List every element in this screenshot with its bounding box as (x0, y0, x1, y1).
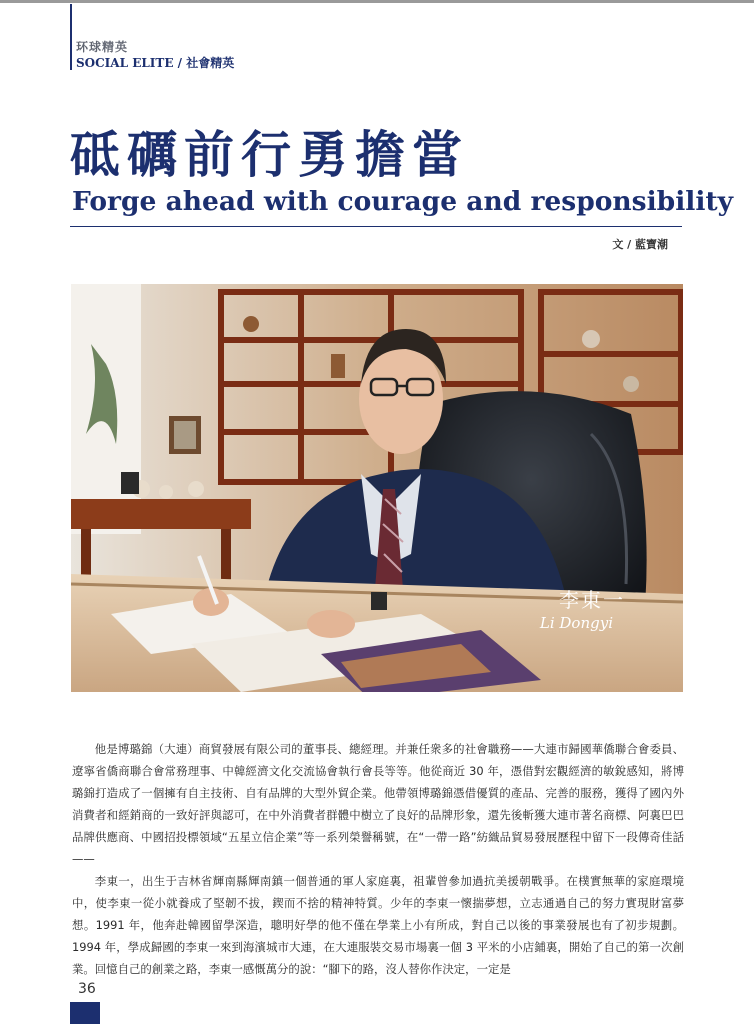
portrait-photo (71, 284, 683, 692)
body-paragraph-2: 李東一，出生于吉林省輝南縣輝南鎮一個普通的軍人家庭裏，祖輩曾參加過抗美援朝戰爭。在樸實無華的家庭環境中，使李東一從小就養成了堅韌不拔，鍥而不捨的精神特質。少年的李東一懷揣夢想，立志通過自己的努力實現財富夢想。1991 年，他奔赴韓國留學深造，聰明好學的他不僅在學業上小有所成，對自己以後的事業發展也有了初步規劃。1994 年，學成歸國的李東一來到海濱城市大連，在大連服裝交易市場裏一個 3 平米的小店鋪裏，開始了自己的第一次創業。回憶自己的創業之路，李東一感慨萬分的說：“腳下的路，沒人替你作決定，一定是 (72, 874, 684, 976)
page-accent-block (70, 1002, 100, 1024)
section-label-en: SOCIAL ELITE / 社會精英 (76, 56, 235, 70)
photo-caption-name-en: Li Dongyi (539, 614, 613, 632)
article-title-en: Forge ahead with courage and responsibility (72, 186, 734, 217)
article-body (72, 738, 684, 980)
article-byline: 文 / 藍寶潮 (612, 238, 668, 251)
section-label-cn: 环球精英 (76, 40, 129, 54)
title-divider (70, 226, 682, 227)
page-number: 36 (78, 981, 96, 997)
section-accent-bar (70, 4, 72, 70)
top-rule (0, 0, 754, 3)
article-title-cn: 砥礪前行勇擔當 (70, 126, 469, 184)
photo-caption-name-cn: 李東一 (559, 588, 625, 612)
body-paragraph-1: 他是博璐錦（大連）商貿發展有限公司的董事長、總經理。并兼任衆多的社會職務——大連市歸國華僑聯合會委員、遼寧省僑商聯合會常務理事、中韓經濟文化交流協會執行會長等等。他從商近 30 年，憑借對宏觀經濟的敏銳感知，將博璐錦打造成了一個擁有自主技術、自有品牌的大型外貿企業。他帶領博璐錦憑借優質的產品、完善的服務，獲得了國內外消費者和經銷商的一致好評與認可，在中外消費者群體中樹立了良好的品牌形象，還先後斬獲大連市著名商標、阿裏巴巴品牌供應商、中國招投標領域“五星立信企業”等一系列榮譽稱號，在“一帶一路”紡織品貿易發展歷程中留下一段傳奇佳話—— (72, 742, 684, 866)
